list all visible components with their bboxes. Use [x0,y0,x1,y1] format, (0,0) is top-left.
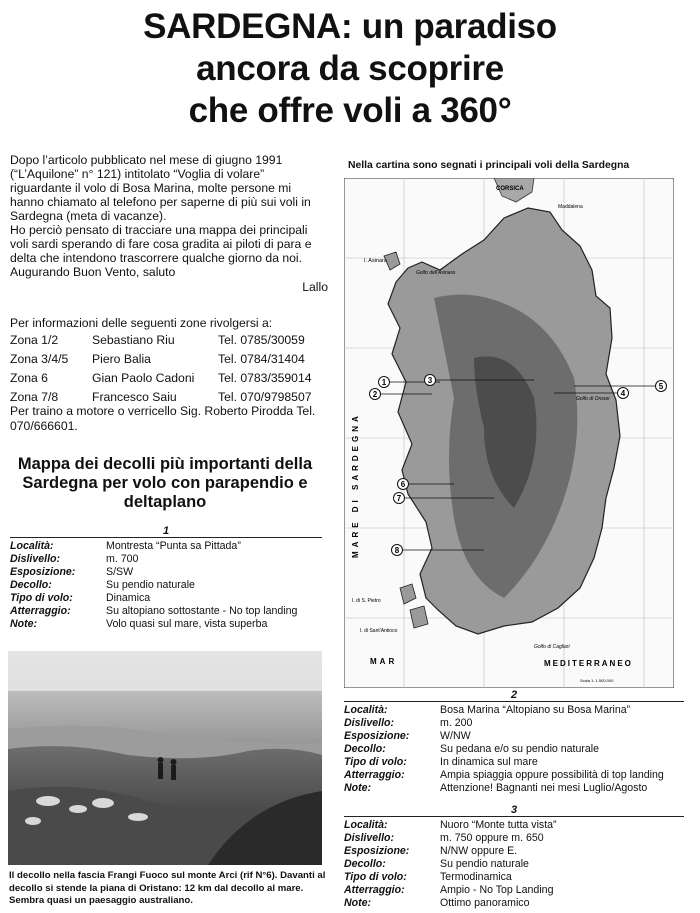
map-title: Nella cartina sono segnati i principali voli della Sardegna [348,160,630,171]
value-localita: Montresta “Punta sa Pittada” [106,540,241,552]
zone-contacts [10,333,330,409]
article-title [0,6,700,132]
value-tipo: Termodinamica [440,871,512,883]
label-dislivello: Dislivello: [344,717,395,729]
svg-text:8: 8 [394,546,400,555]
value-localita: Nuoro “Monte tutta vista” [440,819,557,831]
entry-divider [10,537,322,538]
value-dislivello: m. 700 [106,553,139,565]
value-esposizione: S/SW [106,566,134,578]
value-tipo: In dinamica sul mare [440,756,538,768]
label-note: Note: [344,782,372,794]
takeoff-entry-3 [344,804,684,910]
value-dislivello: m. 200 [440,717,473,729]
zone-name: Zona 1/2 [10,333,59,347]
map-scale: Scala 1: 1.500.000 [580,678,614,683]
value-localita: Bosa Marina “Altopiano su Bosa Marina” [440,704,631,716]
zone-row [10,352,330,371]
label-localita: Località: [344,819,388,831]
value-note: Volo quasi sul mare, vista superba [106,618,268,630]
entry-number: 3 [510,804,518,816]
svg-text:6: 6 [400,480,406,489]
label-note: Note: [10,618,38,630]
value-dislivello: m. 750 oppure m. 650 [440,832,544,844]
label-asinara: I. Asinara [364,258,387,264]
value-decollo: Su pendio naturale [440,858,529,870]
value-note: Ottimo panoramico [440,897,530,909]
sardinia-map [344,178,674,688]
zone-contact: Piero Balia [92,352,151,366]
label-golfo-cagliari: Golfo di Cagliari [534,644,570,650]
value-atterraggio: Ampio - No Top Landing [440,884,554,896]
zone-phone: Tel. 0785/30059 [218,333,305,347]
label-localita: Località: [344,704,388,716]
label-esposizione: Esposizione: [10,566,76,578]
svg-text:3: 3 [427,376,433,385]
label-atterraggio: Atterraggio: [344,769,405,781]
value-decollo: Su pendio naturale [106,579,195,591]
zone-name: Zona 3/4/5 [10,352,69,366]
svg-text:1: 1 [381,378,387,387]
takeoff-entry-1 [10,525,322,631]
svg-text:5: 5 [658,382,664,391]
label-dislivello: Dislivello: [344,832,395,844]
zone-row [10,333,330,352]
value-esposizione: W/NW [440,730,471,742]
tow-info: Per traino a motore o verricello Sig. Roberto Pirodda Tel. 070/666601. [10,404,316,433]
label-tipo: Tipo di volo: [344,756,407,768]
label-corsica: CORSICA [496,186,524,192]
label-san-pietro: I. di S. Pietro [352,598,381,604]
entry-divider [344,701,684,702]
title-line-3: che offre voli a 360° [188,91,512,130]
title-line-2: ancora da scoprire [196,49,504,88]
label-atterraggio: Atterraggio: [10,605,71,617]
label-golfo-asinara: Golfo dell'Asinara [416,270,456,276]
entry-number: 1 [162,525,170,537]
intro-paragraph-1: Dopo l’articolo pubblicato nel mese di giugno 1991 (“L’Aquilone” n° 121) intitolato “Voglia di volare” riguardante il volo di Bosa Marina, molte persone mi hanno chiamato al telefono per saperne di più sui voli in Sardegna (meta di vacanze). [10,153,311,223]
svg-text:2: 2 [372,390,378,399]
zone-phone: Tel. 0783/359014 [218,371,312,385]
intro-text [10,153,328,294]
entry-number: 2 [510,689,518,701]
landscape-photo [8,651,322,865]
label-tipo: Tipo di volo: [344,871,407,883]
label-esposizione: Esposizione: [344,730,410,742]
zone-phone: Tel. 070/9798507 [218,390,312,404]
section-title: Mappa dei decolli più importanti della Sardegna per volo con parapendio e deltaplano [17,455,313,511]
value-note: Attenzione! Bagnanti nei mesi Luglio/Agosto [440,782,648,794]
label-decollo: Decollo: [344,743,386,755]
label-decollo: Decollo: [10,579,52,591]
label-dislivello: Dislivello: [10,553,61,565]
zone-contact: Sebastiano Riu [92,333,175,347]
zone-name: Zona 7/8 [10,390,59,404]
label-decollo: Decollo: [344,858,386,870]
label-maddalena: Maddalena [558,204,583,210]
value-tipo: Dinamica [106,592,151,604]
zone-row [10,371,330,390]
zone-name: Zona 6 [10,371,48,385]
label-sant-antioco: I. di Sant'Antioco [360,628,398,634]
zone-phone: Tel. 0784/31404 [218,352,305,366]
svg-text:4: 4 [620,389,626,398]
title-line-1: SARDEGNA: un paradiso [143,7,557,46]
value-atterraggio: Su altopiano sottostante - No top landing [106,605,298,617]
zone-contact: Gian Paolo Cadoni [92,371,195,385]
intro-paragraph-3: Augurando Buon Vento, saluto [10,265,176,279]
value-atterraggio: Ampia spiaggia oppure possibilità di top landing [440,769,664,781]
svg-text:7: 7 [396,494,402,503]
label-localita: Località: [10,540,54,552]
label-golfo-orosei: Golfo di Orosei [576,396,610,402]
label-mar: MAR [370,657,398,666]
intro-paragraph-2: Ho perciò pensato di tracciare una mappa dei principali voli sardi sperando di fare cosa gradita ai piloti di para e delta che intendono trascorrere qualche giorno da noi. [10,223,312,265]
photo-caption: Il decollo nella fascia Frangi Fuoco sul monte Arci (rif N°6). Davanti al decollo si stende la piana di Oristano: 12 km dal decollo al mare. Sembra quasi un paesaggio australiano. [9,870,326,907]
signature: Lallo [302,280,328,294]
info-heading: Per informazioni delle seguenti zone rivolgersi a: [10,316,273,330]
value-decollo: Su pedana e/o su pendio naturale [440,743,600,755]
zone-contact: Francesco Saiu [92,390,177,404]
label-mare-sardegna: MARE DI SARDEGNA [351,412,360,558]
label-esposizione: Esposizione: [344,845,410,857]
label-atterraggio: Atterraggio: [344,884,405,896]
label-note: Note: [344,897,372,909]
value-esposizione: N/NW oppure E. [440,845,518,857]
label-mediterraneo: MEDITERRANEO [544,659,633,668]
label-tipo: Tipo di volo: [10,592,73,604]
entry-divider [344,816,684,817]
takeoff-entry-2 [344,689,684,795]
